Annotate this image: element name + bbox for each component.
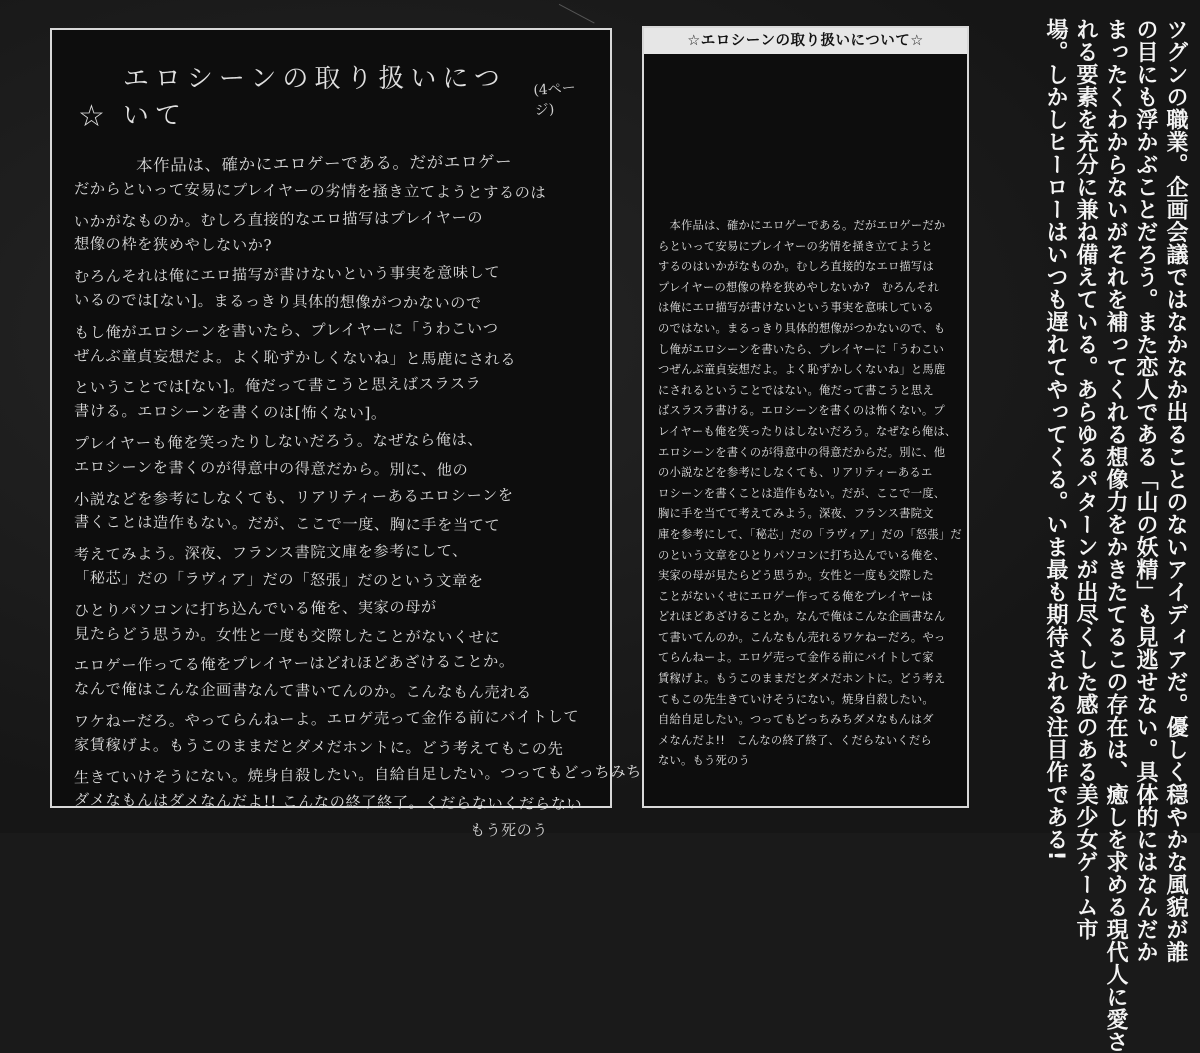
manuscript-line: 生きていけそうにない。焼身自殺したい。自給自足したい。つってもどっちみち bbox=[73, 762, 642, 787]
star-icon: ☆ bbox=[78, 99, 105, 134]
manuscript-line: 書くことは造作もない。だが、ここで一度、胸に手を当てて bbox=[73, 513, 501, 535]
vertical-caption-line: の目にも浮かぶことだろう。また恋人である「山の妖精」も見逃せない。具体的にはなんだか bbox=[1133, 18, 1158, 963]
manuscript-line: いるのでは[ない]。まるっきり具体的想像がつかないので bbox=[73, 290, 482, 313]
manuscript-line: 考えてみよう。深夜、フランス書院文庫を参考にして、 bbox=[73, 541, 469, 564]
manuscript-line: むろんそれは俺にエロ描写が書けないという事実を意味して bbox=[73, 263, 501, 286]
typed-line: ロシーンを書くことは造作もない。だが、ここで一度、 bbox=[658, 486, 946, 500]
typed-line: てもこの先生きていけそうにない。焼身自殺したい。 bbox=[658, 692, 934, 706]
manuscript-page-note: (4ページ) bbox=[532, 79, 577, 119]
typed-line: にされるということではない。俺だって書こうと思え bbox=[658, 383, 934, 397]
vertical-caption-line: 場。しかしヒーローはいつも遅れてやってくる。いま最も期待される注目作である! bbox=[1043, 18, 1068, 862]
typed-box-body bbox=[658, 216, 962, 772]
typed-line: プレイヤーの想像の枠を狭めやしないか? むろんそれ bbox=[658, 280, 940, 294]
manuscript-line: ということでは[ない]。俺だって書こうと思えばスラスラ bbox=[73, 374, 482, 398]
typed-line: するのはいかがなものか。むしろ直接的なエロ描写は bbox=[658, 260, 934, 274]
typed-line: 自給自足したい。つってもどっちみちダメなもんはダ bbox=[658, 713, 934, 727]
vertical-caption-line: ツグンの職業。企画会議ではなかなか出ることのないアイディアだ。優しく穏やかな風貌が誰 bbox=[1163, 18, 1188, 963]
typed-line: ことがないくせにエロゲー作ってる俺をプレイヤーは bbox=[658, 589, 933, 603]
handwritten-manuscript bbox=[50, 28, 642, 840]
typed-line: 庫を参考にして、「秘芯」だの「ラヴィア」だの「怒張」だ bbox=[658, 527, 962, 541]
typed-transcription-box bbox=[642, 26, 969, 808]
manuscript-signoff: もう死のう bbox=[469, 821, 548, 840]
typed-line: は俺にエロ描写が書けないという事実を意味している bbox=[658, 301, 934, 315]
typed-line: て書いてんのか。こんなもん売れるワケねーだろ。やっ bbox=[658, 630, 946, 644]
typed-line: ない。もう死のう bbox=[658, 754, 750, 768]
typed-line: 賃稼げよ。もうこのままだとダメだホントに。どう考え bbox=[658, 672, 946, 686]
manuscript-line: だからといって安易にプレイヤーの劣情を掻き立てようとするのは bbox=[73, 179, 547, 202]
manuscript-line: 書ける。エロシーンを書くのは[怖くない]。 bbox=[73, 401, 387, 423]
manuscript-line: ワケねーだろ。やってらんねーよ。エロゲ売って金作る前にバイトして bbox=[73, 707, 580, 731]
paper-scratch-mark bbox=[559, 0, 601, 24]
vertical-caption-line: れる要素を充分に兼ね備えている。あらゆるパターンが出尽くした感のある美少女ゲーム市 bbox=[1073, 18, 1098, 941]
typed-line: らといって安易にプレイヤーの劣情を掻き立てようと bbox=[658, 239, 933, 253]
manuscript-line: 小説などを参考にしなくても、リアリティーあるエロシーンを bbox=[73, 485, 514, 509]
typed-line: つぜんぶ童貞妄想だよ。よく恥ずかしくないね」と馬鹿 bbox=[658, 363, 946, 377]
manuscript-line: 本作品は、確かにエロゲーである。だがエロゲー bbox=[135, 152, 513, 176]
manuscript-line: 「秘芯」だの「ラヴィア」だの「怒張」だのという文章を bbox=[73, 568, 484, 591]
typed-line: のという文章をひとりパソコンに打ち込んでいる俺を、 bbox=[658, 548, 946, 562]
typed-line: 胸に手を当てて考えてみよう。深夜、フランス書院文 bbox=[658, 507, 934, 521]
manuscript-line: もし俺がエロシーンを書いたら、プレイヤーに「うわこいつ bbox=[73, 319, 499, 342]
typed-line: エロシーンを書くのが得意中の得意だからだ。別に、他 bbox=[658, 445, 946, 459]
typed-line: のではない。まるっきり具体的想像がつかないので、も bbox=[658, 321, 946, 335]
manuscript-line: なんで俺はこんな企画書なんて書いてんのか。こんなもん売れる bbox=[73, 679, 532, 702]
manuscript-line: ひとりパソコンに打ち込んでいる俺を、実家の母が bbox=[73, 597, 437, 620]
typed-line: どれほどあざけることか。なんで俺はこんな企画書なん bbox=[658, 610, 946, 624]
vertical-caption-column bbox=[980, 18, 1190, 1053]
typed-line: てらんねーよ。エロゲ売って金作る前にバイトして家 bbox=[658, 651, 934, 665]
manuscript-line: エロゲー作ってる俺をプレイヤーはどれほどあざけることか。 bbox=[73, 652, 515, 676]
vertical-caption-line: まったくわからないがそれを補ってくれる想像力をかきたてるこの存在は、癒しを求める現代人に愛さ bbox=[1103, 18, 1128, 1053]
manuscript-line: 想像の枠を狭めやしないか? bbox=[73, 235, 273, 255]
manuscript-line: プレイヤーも俺を笑ったりしないだろう。なぜなら俺は、 bbox=[73, 430, 484, 453]
manuscript-line: エロシーンを書くのが得意中の得意だから。別に、他の bbox=[73, 457, 469, 479]
manuscript-body bbox=[73, 150, 642, 845]
manuscript-line: 見たらどう思うか。女性と一度も交際したことがないくせに bbox=[73, 624, 501, 647]
typed-box-header: ☆エロシーンの取り扱いについて☆ bbox=[644, 28, 967, 54]
typed-line: 実家の母が見たらどう思うか。女性と一度も交際した bbox=[658, 569, 934, 583]
typed-line: の小説などを参考にしなくても、リアリティーあるエ bbox=[658, 466, 933, 480]
typed-line: ばスラスラ書ける。エロシーンを書くのは怖くない。プ bbox=[658, 404, 945, 418]
manuscript-line: いかがなものか。むしろ直接的なエロ描写はプレイヤーの bbox=[73, 208, 484, 231]
manuscript-title: エロシーンの取り扱いについて bbox=[122, 64, 506, 131]
typed-line: 本作品は、確かにエロゲーである。だがエロゲーだか bbox=[658, 219, 946, 232]
manuscript-line: ぜんぶ童貞妄想だよ。よく恥ずかしくないね」と馬鹿にされる bbox=[73, 346, 517, 369]
typed-line: レイヤーも俺を笑ったりはしないだろう。なぜなら俺は、 bbox=[658, 424, 957, 438]
typed-line: し俺がエロシーンを書いたら、プレイヤーに「うわこい bbox=[658, 342, 945, 356]
manuscript-line: ダメなもんはダメなんだよ!! こんなの終了終了。くだらないくだらない bbox=[73, 791, 583, 814]
typed-line: メなんだよ!! こんなの終了終了、くだらないくだら bbox=[658, 733, 932, 747]
manuscript-line: 家賃稼げよ。もうこのままだとダメだホントに。どう考えてもこの先 bbox=[73, 735, 564, 758]
manuscript-title-row bbox=[78, 58, 588, 132]
